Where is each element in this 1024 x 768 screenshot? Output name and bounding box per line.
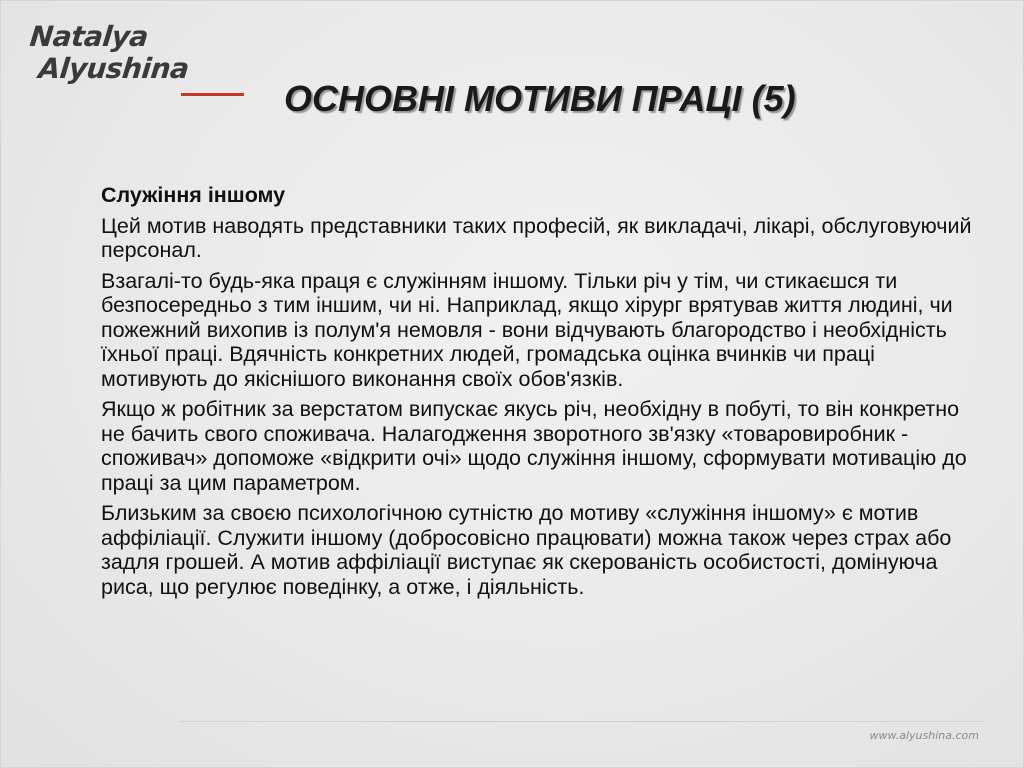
slide-title: ОСНОВНІ МОТИВИ ПРАЦІ (5) [284,78,796,119]
footer-website-link[interactable]: www.alyushina.com [869,729,979,742]
logo-last-name: Alyushina [36,52,191,85]
paragraph-2: Взагалі-то будь-яка праця є служінням іншому. Тільки річ у тім, чи стикаєшся ти безпосередньо з тим іншим, чи ні. Наприклад, якщо хірург врятував життя людині, чи пожежний вихопив із полум'я немовля - вони відчувають благородство і необхідність їхньої праці. Вдячність конкретних людей, громадська оцінка вчинків чи праці мотивують до якіснішого виконання своїх обов'язків. [101,268,953,391]
title-accent-line [181,93,244,96]
footer-divider [179,721,985,722]
logo-first-name: Natalya [28,20,150,53]
paragraph-4: Близьким за своєю психологічною сутністю до мотиву «служіння іншому» є мотив аффіліації. Служити іншому (добросовісно працювати) можна також через страх або задля грошей. А мотив аффіліації виступає як скерованість особистості, домінуюча риса, що регулює поведінку, а отже, і діяльність. [101,501,952,599]
section-heading: Служіння іншому [101,183,286,207]
brand-logo [24,21,201,91]
paragraph-1: Цей мотив наводять представники таких професій, як викладачі, лікарі, обслуговуючий персонал. [101,213,972,262]
slide-content [101,183,981,605]
paragraph-3: Якщо ж робітник за верстатом випускає якусь річ, необхідну в побуті, то він конкретно не бачить свого споживача. Налагодження зворотного зв'язку «товаровиробник - споживач» допоможе «відкрити очі» щодо служіння іншому, сформувати мотивацію до праці за цим параметром. [101,397,967,495]
